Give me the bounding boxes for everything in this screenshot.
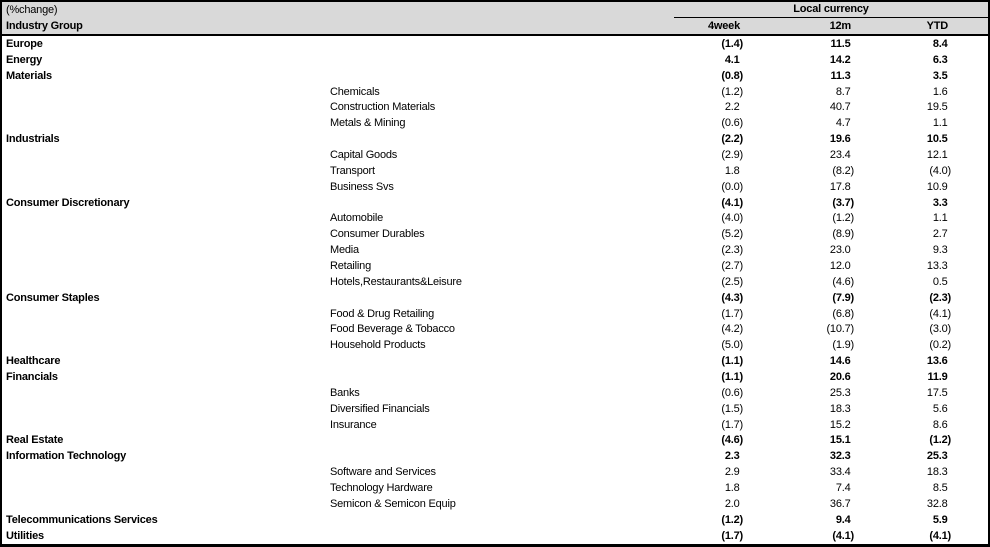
cell-ytd: 25.3 [926, 450, 948, 463]
table-header [2, 2, 988, 36]
cell-4week: (0.6) [721, 386, 743, 399]
cell-4week: (2.3) [721, 244, 743, 257]
table-row [2, 115, 988, 131]
cell-12m: 40.7 [829, 101, 851, 114]
table-row [2, 179, 988, 195]
row-label: Telecommunications Services [6, 513, 158, 526]
cell-ytd: (0.2) [929, 339, 951, 352]
cell-12m: 18.3 [829, 402, 851, 415]
cell-4week: (2.9) [721, 148, 743, 161]
cell-12m: (6.8) [832, 307, 854, 320]
table-row [2, 52, 988, 68]
cell-12m: 19.6 [829, 133, 851, 146]
table-row [2, 337, 988, 353]
table-row [2, 195, 988, 211]
cell-4week: (2.5) [721, 275, 743, 288]
table-header-row-columns [2, 18, 988, 34]
row-label: Materials [6, 69, 52, 82]
table-row [2, 464, 988, 480]
row-label: Energy [6, 53, 43, 66]
table-row [2, 226, 988, 242]
cell-12m: (7.9) [832, 291, 854, 304]
row-label: Banks [330, 386, 360, 399]
cell-12m: (1.2) [832, 212, 854, 225]
row-label: Utilities [6, 529, 44, 542]
cell-4week: (5.0) [721, 339, 743, 352]
cell-ytd: 12.1 [926, 148, 948, 161]
table-row [2, 480, 988, 496]
cell-ytd: 1.1 [932, 212, 948, 225]
cell-ytd: 8.6 [932, 418, 948, 431]
table-row [2, 496, 988, 512]
cell-ytd: 11.9 [927, 370, 948, 383]
cell-4week: (4.0) [721, 212, 743, 225]
row-label: Semicon & Semicon Equip [330, 497, 456, 510]
row-label: Food Beverage & Tobacco [330, 323, 455, 336]
row-label: Europe [6, 37, 43, 50]
row-label: Hotels,Restaurants&Leisure [330, 275, 462, 288]
row-label: Capital Goods [330, 148, 398, 161]
row-label: Healthcare [6, 355, 61, 368]
cell-4week: (1.4) [721, 37, 743, 50]
cell-4week: 1.8 [724, 481, 740, 494]
table-header-row-currency [2, 2, 988, 18]
cell-4week: 2.2 [724, 101, 740, 114]
cell-4week: (1.7) [721, 418, 743, 431]
cell-4week: 2.0 [724, 497, 740, 510]
percent-change-label: (%change) [6, 4, 58, 16]
cell-12m: 17.8 [829, 180, 851, 193]
cell-ytd: 10.9 [926, 180, 948, 193]
cell-ytd: 1.6 [932, 85, 948, 98]
table-row [2, 242, 988, 258]
row-label: Diversified Financials [330, 402, 430, 415]
cell-ytd: 3.3 [932, 196, 948, 209]
cell-12m: 14.2 [829, 53, 851, 66]
cell-4week: (4.1) [721, 196, 743, 209]
row-label: Technology Hardware [330, 481, 433, 494]
cell-ytd: 8.5 [932, 481, 948, 494]
cell-ytd: 5.6 [932, 402, 948, 415]
cell-ytd: (2.3) [929, 291, 951, 304]
row-label: Information Technology [6, 450, 127, 463]
table-row [2, 321, 988, 337]
row-label: Consumer Discretionary [6, 196, 130, 209]
row-label: Automobile [330, 212, 384, 225]
column-header-12m: 12m [829, 20, 851, 32]
row-label: Industrials [6, 133, 60, 146]
cell-12m: (10.7) [826, 323, 854, 336]
cell-ytd: 13.3 [926, 259, 948, 272]
cell-4week: 2.9 [724, 466, 740, 479]
column-header-4week: 4week [707, 20, 740, 32]
cell-ytd: (4.1) [929, 529, 951, 542]
cell-12m: (3.7) [832, 196, 854, 209]
cell-12m: (8.9) [832, 228, 854, 241]
cell-12m: 20.6 [829, 370, 851, 383]
cell-12m: 25.3 [829, 386, 851, 399]
table-row [2, 417, 988, 433]
cell-12m: (4.1) [832, 529, 854, 542]
cell-12m: 23.0 [829, 244, 851, 257]
table-row [2, 353, 988, 369]
cell-ytd: (4.0) [929, 164, 951, 177]
cell-12m: 32.3 [829, 450, 851, 463]
cell-ytd: 17.5 [926, 386, 948, 399]
cell-4week: (2.7) [721, 259, 743, 272]
table-row [2, 84, 988, 100]
cell-ytd: 0.5 [932, 275, 948, 288]
cell-ytd: (1.2) [929, 434, 951, 447]
table-row [2, 274, 988, 290]
table-row [2, 258, 988, 274]
table-row [2, 210, 988, 226]
table-row [2, 385, 988, 401]
cell-4week: 4.1 [724, 53, 740, 66]
cell-4week: (2.2) [721, 133, 743, 146]
table-row [2, 528, 988, 544]
row-label: Insurance [330, 418, 377, 431]
cell-12m: 14.6 [829, 355, 851, 368]
cell-12m: 15.2 [829, 418, 851, 431]
cell-4week: (1.1) [721, 370, 743, 383]
cell-4week: (4.3) [721, 291, 743, 304]
row-label: Metals & Mining [330, 117, 406, 130]
table-row [2, 369, 988, 385]
cell-12m: 9.4 [835, 513, 851, 526]
row-label: Food & Drug Retailing [330, 307, 435, 320]
row-label: Chemicals [330, 85, 380, 98]
cell-4week: (1.7) [721, 529, 743, 542]
local-currency-label: Local currency [793, 3, 869, 16]
row-label: Consumer Durables [330, 228, 425, 241]
cell-12m: 8.7 [835, 85, 851, 98]
cell-ytd: 19.5 [926, 101, 948, 114]
cell-12m: 7.4 [835, 481, 851, 494]
cell-ytd: 1.1 [932, 117, 948, 130]
row-label: Financials [6, 370, 58, 383]
cell-12m: (1.9) [832, 339, 854, 352]
table-body [2, 36, 988, 544]
cell-12m: (4.6) [832, 275, 854, 288]
table-row [2, 290, 988, 306]
cell-ytd: 5.9 [932, 513, 948, 526]
cell-ytd: 10.5 [926, 133, 948, 146]
table-row [2, 131, 988, 147]
cell-12m: 23.4 [829, 148, 851, 161]
table-row [2, 147, 988, 163]
row-label: Retailing [330, 259, 372, 272]
table-row [2, 306, 988, 322]
cell-ytd: 32.8 [926, 497, 948, 510]
cell-4week: 1.8 [724, 164, 740, 177]
table-row [2, 512, 988, 528]
row-label: Business Svs [330, 180, 394, 193]
cell-ytd: 9.3 [932, 244, 948, 257]
row-label: Transport [330, 164, 375, 177]
table-row [2, 432, 988, 448]
row-label: Software and Services [330, 466, 436, 479]
table-row [2, 401, 988, 417]
cell-4week: (4.2) [721, 323, 743, 336]
cell-ytd: 2.7 [932, 228, 948, 241]
table-row [2, 68, 988, 84]
cell-12m: 12.0 [829, 259, 851, 272]
cell-12m: 11.3 [830, 69, 851, 82]
column-header-ytd: YTD [926, 20, 948, 32]
cell-12m: 15.1 [829, 434, 851, 447]
industry-group-column-header: Industry Group [6, 20, 83, 32]
cell-12m: 11.5 [830, 37, 851, 50]
cell-12m: 4.7 [835, 117, 851, 130]
cell-4week: (1.2) [721, 85, 743, 98]
cell-4week: 2.3 [724, 450, 740, 463]
cell-12m: 36.7 [829, 497, 851, 510]
cell-ytd: 18.3 [926, 466, 948, 479]
cell-4week: (1.2) [721, 513, 743, 526]
row-label: Household Products [330, 339, 426, 352]
cell-ytd: 6.3 [932, 53, 948, 66]
cell-ytd: (4.1) [929, 307, 951, 320]
row-label: Consumer Staples [6, 291, 100, 304]
cell-ytd: 8.4 [932, 37, 948, 50]
cell-4week: (0.0) [721, 180, 743, 193]
row-label: Media [330, 244, 359, 257]
table-row [2, 36, 988, 52]
cell-4week: (1.5) [721, 402, 743, 415]
table-row [2, 163, 988, 179]
local-currency-header [674, 2, 988, 18]
cell-ytd: 13.6 [926, 355, 948, 368]
row-label: Real Estate [6, 434, 64, 447]
cell-4week: (5.2) [721, 228, 743, 241]
cell-4week: (0.6) [721, 117, 743, 130]
cell-12m: (8.2) [832, 164, 854, 177]
cell-4week: (1.1) [721, 355, 743, 368]
cell-4week: (1.7) [721, 307, 743, 320]
cell-ytd: 3.5 [932, 69, 948, 82]
cell-4week: (4.6) [721, 434, 743, 447]
table-row [2, 99, 988, 115]
cell-4week: (0.8) [721, 69, 743, 82]
table-row [2, 448, 988, 464]
cell-12m: 33.4 [829, 466, 851, 479]
row-label: Construction Materials [330, 101, 436, 114]
cell-ytd: (3.0) [929, 323, 951, 336]
